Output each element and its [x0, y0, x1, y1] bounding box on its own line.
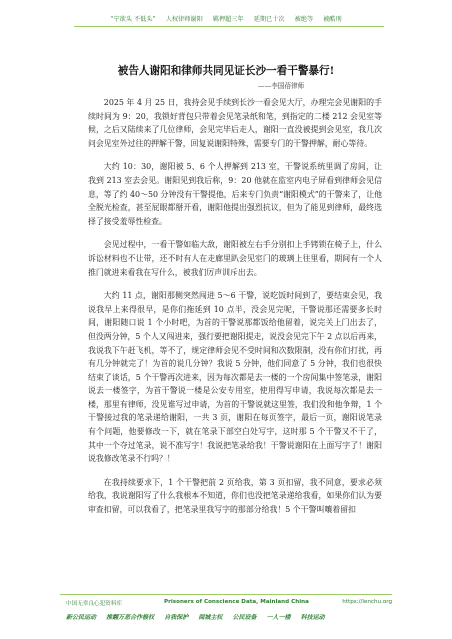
- footer-slogan: 推翻万恶合作极权: [106, 614, 155, 621]
- paragraph: 大约 10：30，谢阳被 5、6 个人押解到 213 室，干警说系统里调了房间，让我到 213 室去会见。谢阳见到我后称，9：20 他就在监室内电子屏看到律师会见信息，等了约 40～50 分钟没有干警提他，后来专门负责“谢阳模式”的干警来了，让他全脱光检查，甚至屁眼都掰开看，谢阳他提出强烈抗议，但为了能见到律师，最终选择了接受羞辱性检查。: [88, 162, 382, 226]
- footer-slogan: 自我保护: [164, 614, 189, 621]
- footer-url-link[interactable]: https://lenchu.org: [342, 599, 392, 605]
- footer-slogan: 科技运动: [300, 614, 325, 621]
- header-item: 被绝等: [294, 16, 314, 23]
- paragraph: 2025 年 4 月 25 日，我持会见手续到长沙一看会见大厅，办理完会见谢阳的手续时间为 9：20，我锁好背包只带着会见笔录纸和笔，到指定的二楼 212 会见室等候，之后又陆续来了几位律师，会见完毕后走人，谢阳一直没被提到会见室，我几次问会见室外过往的押解干警，回复说谢阳特殊，需要专门的干警押解，耐心等待。: [88, 98, 382, 148]
- header-item: 延期已十次: [253, 16, 285, 23]
- paragraph: 在我持续要求下，1 个干警把前 2 页给我，第 3 页扣留，我不同意，要求必须给我，我说谢阳写了什么我根本不知道，你们也没把笔录递给我看，如果你们认为要审查扣留，可以我看了，把笔录里我写字的那部分给我！5 个干警叫嚷着留扣: [88, 477, 382, 515]
- header-divider: [74, 26, 384, 27]
- header-item: 人权律师谢阳: [165, 16, 203, 23]
- header-item: 羁押超三年: [212, 16, 244, 23]
- header-item: 被酷刑: [323, 16, 342, 23]
- paragraph: 会见过程中，一看干警如临大敌，谢阳被左右手分别扣上手铐锁在椅子上，什么诉讼材料也不让带，还不时有人在走廊里趴会见室门的玻璃上往里看，期间有一个人推门就进来看我在写什么，被我们厉声训斥出去。: [88, 240, 382, 277]
- article-byline: ——李国蓓律师: [258, 82, 305, 90]
- article-title: 被告人谢阳和律师共同见证长沙一看干警暴行!: [117, 65, 335, 77]
- footer-org-cn: 中国无辜良心犯资料库: [66, 601, 122, 607]
- footer-divider: [60, 594, 392, 595]
- header-banner: [0, 14, 452, 23]
- footer-slogan: 一人一楼: [266, 614, 291, 621]
- article-body: [88, 96, 382, 527]
- paragraph: 大约 11 点，谢阳那侧突然闯进 5～6 干警，说吃饭时间到了，要结束会见，我说我早上来得很早，是你们拖延到 10 点半，没会见完呢，干警说那还需要多长时间，谢阳随口说 1 个小时吧，为首的干警说那都饭给他留着，说完关上门出去了，但没两分钟，5 个人又闯进来，强行要把谢阳提走，说没会见完下午 2 点以后再来，我说我下午赶飞机，等不了，规定律师会见不受时间和次数限制，没有你们打扰，再有几分钟就完了！为首的说几分钟？我说 5 分钟，他们同意了 5 分钟，我们也很快结束了谈话，5 个干警再次进来，因为每次都是去一楼的一个房间集中签笔录，谢阳说去一楼签字，为首干警说一楼是公安专用室，使用得写申请，我说每次都是去一楼，那里有律师，没见谁写过申请，为首的干警说就这里签，我们没和他争辩，1 个干警接过我的笔录递给谢阳，一共 3 页，谢阳在每页签字，最后一页，谢阳说笔录有个问题，他要修改一下，就在笔录下部空白处写字，这时那 5 个干警又不干了，其中一个夺过笔录，说不准写字！我说把笔录给我！干警说谢阳在上面写字了！谢阳说我修改笔录不行吗？！: [88, 291, 382, 464]
- footer-org-en: Prisoners of Conscience Data, Mainland China: [164, 599, 309, 605]
- header-item: “宁欲头 不低头”: [110, 16, 156, 23]
- footer-slogans: [66, 612, 392, 621]
- footer-slogan: 新公民运动: [66, 614, 97, 621]
- footer-slogan: 公民设备: [232, 614, 257, 621]
- footer-slogan: 阅城主权: [198, 614, 223, 621]
